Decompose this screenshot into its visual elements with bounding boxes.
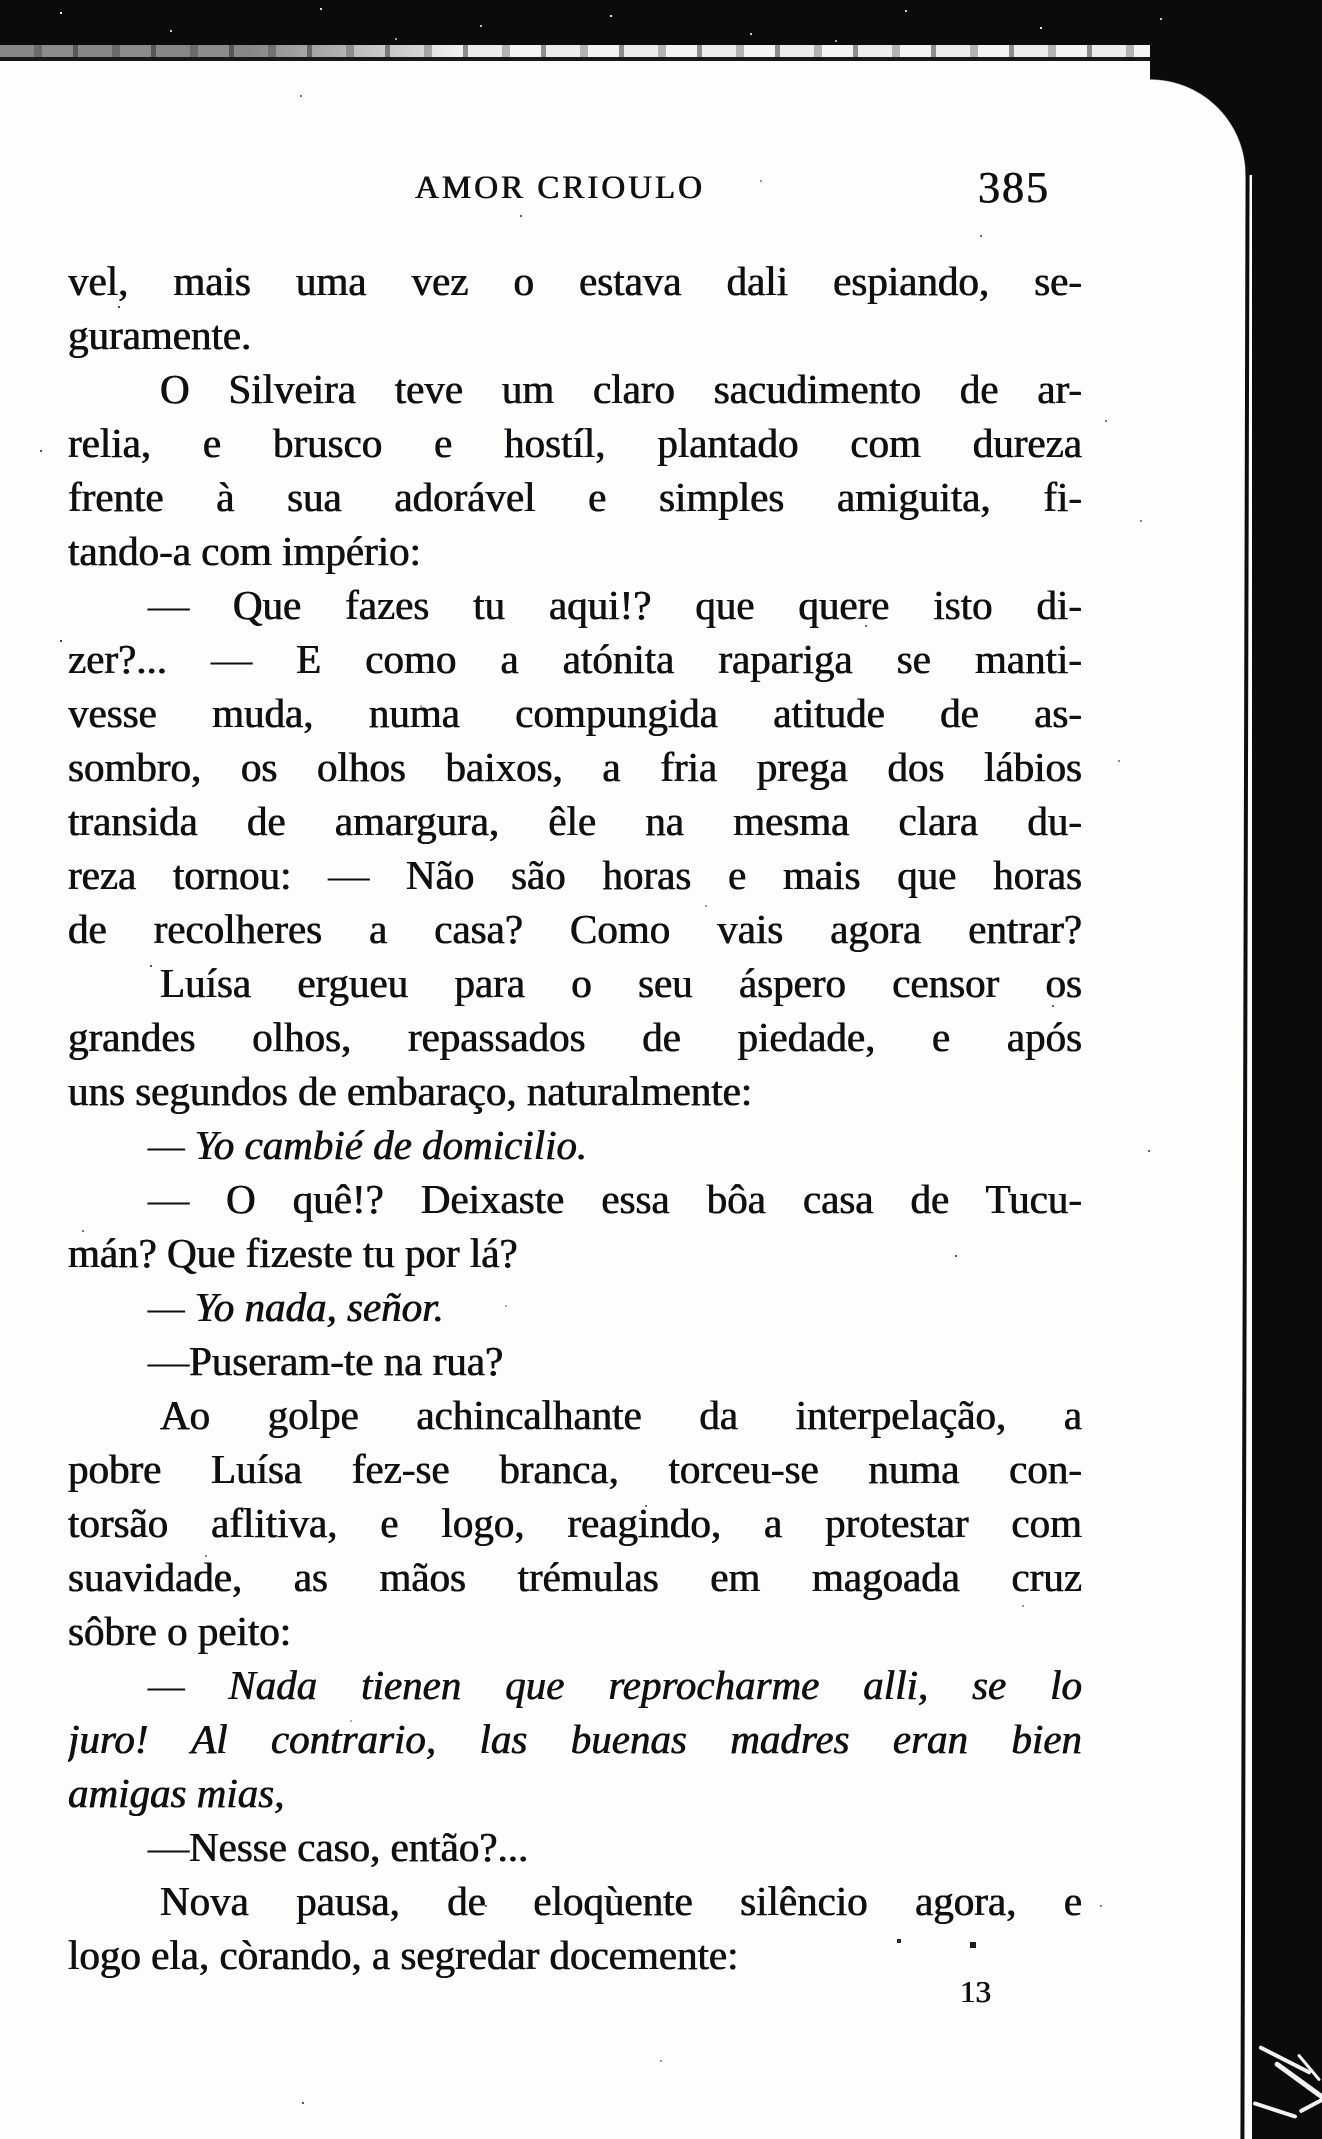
text-line: Luísa ergueu para o seu áspero censor os [160, 960, 1082, 1006]
text-block [68, 254, 1082, 1982]
text-line: suavidade, as mãos trémulas em magoada cruz [68, 1554, 1082, 1600]
text-line: Nova pausa, de eloqùente silêncio agora, e [160, 1878, 1082, 1924]
scan-top-paper-edge [0, 45, 1322, 61]
text-line: vel, mais uma vez o estava dali espiando, se- [68, 258, 1082, 304]
text-line: — Nada tienen que reprocharme alli, se lo [148, 1662, 1082, 1708]
text-line: torsão aflitiva, e logo, reagindo, a protestar com [68, 1500, 1082, 1546]
text-line: —Nesse caso, então?... [148, 1824, 529, 1870]
text-line: sombro, os olhos baixos, a fria prega dos lábios [68, 744, 1082, 790]
text-line: mán? Que fizeste tu por lá? [68, 1230, 518, 1276]
text-line: pobre Luísa fez-se branca, torceu-se numa con- [68, 1446, 1082, 1492]
text-line: zer?... — E como a atónita rapariga se manti- [68, 636, 1082, 682]
text-line: Ao golpe achincalhante da interpelação, a [160, 1392, 1082, 1438]
text-line: tando-a com império: [68, 528, 421, 574]
text-line: relia, e brusco e hostíl, plantado com dureza [68, 420, 1082, 466]
text-line: —Puseram-te na rua? [148, 1338, 504, 1384]
text-line: uns segundos de embaraço, naturalmente: [68, 1068, 753, 1114]
scan-edge-top [0, 0, 1322, 45]
text-line: O Silveira teve um claro sacudimento de ar- [160, 366, 1082, 412]
text-line: guramente. [68, 312, 252, 358]
text-line: juro! Al contrario, las buenas madres eran bien [68, 1716, 1082, 1762]
text-line: — Que fazes tu aqui!? que quere isto di- [148, 582, 1082, 628]
signature-mark: 13 [960, 1974, 991, 2009]
scan-edge-right [1252, 0, 1322, 2139]
text-line: — Yo nada, señor. [148, 1284, 444, 1330]
page-edge-seam-line [1240, 166, 1249, 2139]
page-number: 385 [978, 163, 1050, 212]
running-title: AMOR CRIOULO [415, 170, 705, 206]
scan-corner-top-right [1150, 45, 1254, 175]
scan-noise-page [0, 0, 2, 2]
text-line: amigas mias, [68, 1770, 285, 1816]
text-line: grandes olhos, repassados de piedade, e após [68, 1014, 1082, 1060]
text-line: de recolheres a casa? Como vais agora entrar? [68, 906, 1082, 952]
text-line: frente à sua adorável e simples amiguita, fi- [68, 474, 1082, 520]
text-line: vesse muda, numa compungida atitude de as- [68, 690, 1082, 736]
text-line: — Yo cambié de domicilio. [148, 1122, 588, 1168]
text-line: — O quê!? Deixaste essa bôa casa de Tucu- [148, 1176, 1082, 1222]
text-line: sôbre o peito: [68, 1608, 292, 1654]
text-line: reza tornou: — Não são horas e mais que horas [68, 852, 1082, 898]
text-line: logo ela, còrando, a segredar docemente: [68, 1932, 739, 1978]
text-line: transida de amargura, êle na mesma clara du- [68, 798, 1082, 844]
